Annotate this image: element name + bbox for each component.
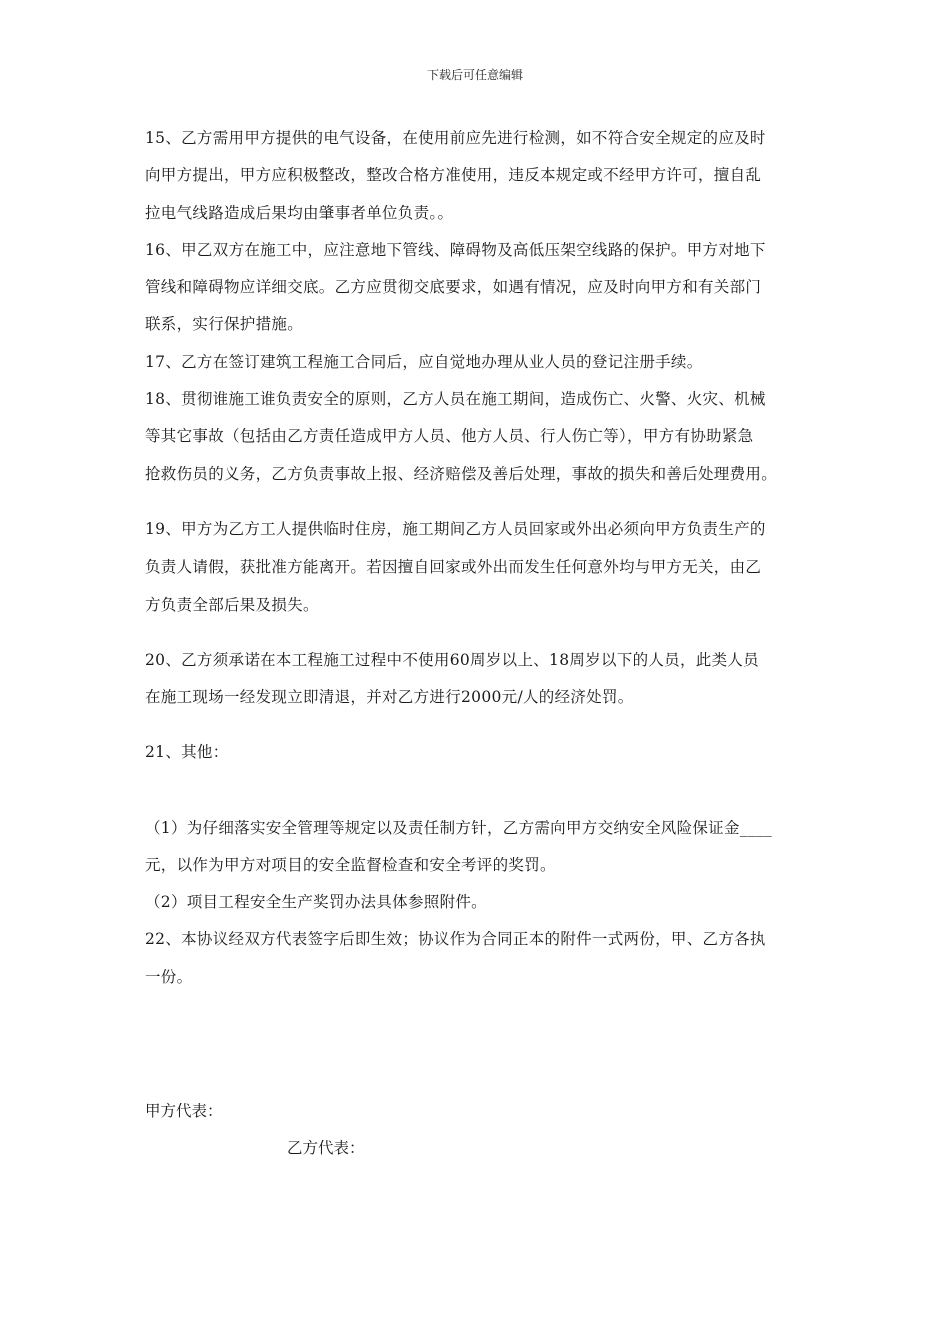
text-line: 21、其他：: [145, 743, 229, 761]
text-line: （2）项目工程安全生产奖罚办法具体参照附件。: [145, 893, 487, 911]
text-line: 等其它事故（包括由乙方责任造成甲方人员、他方人员、行人伤亡等），甲方有协助紧急: [145, 427, 754, 445]
text-line: 18、贯彻谁施工谁负责安全的原则，乙方人员在施工期间，造成伤亡、火警、火灾、机械: [145, 390, 766, 408]
text-line: 22、本协议经双方代表签字后即生效；协议作为合同正本的附件一式两份，甲、乙方各执: [145, 930, 766, 948]
text-line: 元，以作为甲方对项目的安全监督检查和安全考评的奖罚。: [145, 856, 556, 874]
header-note: 下载后可任意编辑: [426, 68, 523, 82]
text-line: 方负责全部后果及损失。: [145, 596, 319, 614]
text-line: 抢救伤员的义务，乙方负责事故上报、经济赔偿及善后处理，事故的损失和善后处理费用。: [145, 465, 778, 483]
text-line: 16、甲乙双方在施工中，应注意地下管线、障碍物及高低压架空线路的保护。甲方对地下: [145, 241, 766, 259]
text-line: 17、乙方在签订建筑工程施工合同后，应自觉地办理从业人员的登记注册手续。: [145, 353, 703, 371]
text-line: 在施工现场一经发现立即清退，并对乙方进行2000元/人的经济处罚。: [145, 688, 634, 706]
text-line: 15、乙方需用甲方提供的电气设备，在使用前应先进行检测，如不符合安全规定的应及时: [145, 129, 766, 147]
party-a-signature-label: 甲方代表：: [145, 1102, 223, 1120]
text-line: 19、甲方为乙方工人提供临时住房，施工期间乙方人员回家或外出必须向甲方负责生产的: [145, 520, 766, 538]
text-line: 负责人请假，获批准方能离开。若因擅自回家或外出而发生任何意外均与甲方无关，由乙: [145, 558, 762, 576]
text-line: 一份。: [145, 968, 193, 986]
text-line: 联系，实行保护措施。: [145, 315, 304, 333]
party-b-signature-label: 乙方代表：: [287, 1139, 365, 1157]
text-line: （1）为仔细落实安全管理等规定以及责任制方针，乙方需向甲方交纳安全风险保证金____: [145, 819, 772, 837]
text-line: 管线和障碍物应详细交底。乙方应贯彻交底要求，如遇有情况，应及时向甲方和有关部门: [145, 278, 762, 296]
text-line: 拉电气线路造成后果均由肇事者单位负责。。: [145, 204, 454, 222]
text-line: 20、乙方须承诺在本工程施工过程中不使用60周岁以上、18周岁以下的人员，此类人员: [145, 651, 759, 669]
text-line: 向甲方提出，甲方应积极整改，整改合格方准使用，违反本规定或不经甲方许可，擅自乱: [145, 166, 762, 184]
